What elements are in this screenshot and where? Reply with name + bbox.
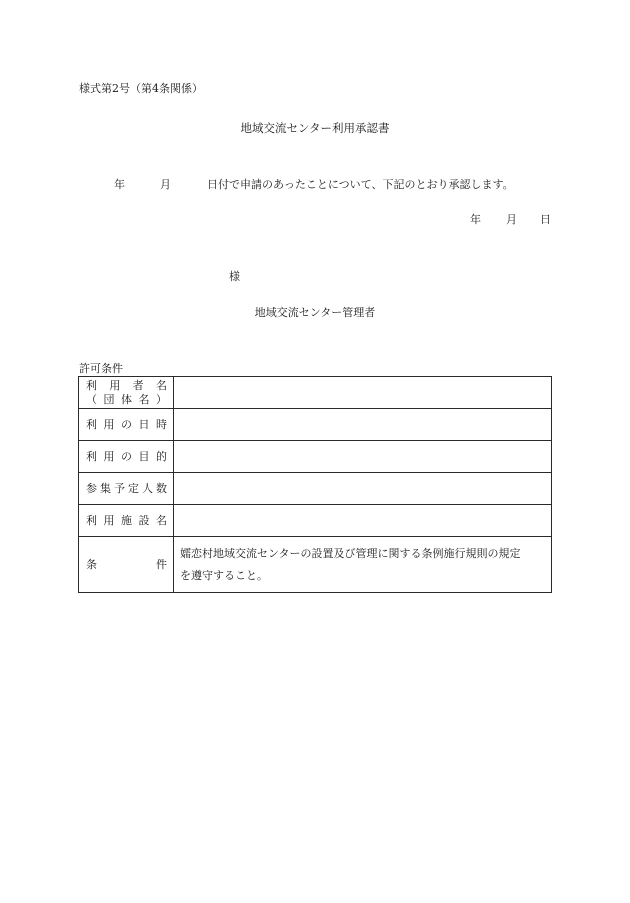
label-char: 用 [103, 513, 115, 527]
label-line [79, 514, 173, 528]
label-char: 的 [156, 449, 167, 463]
lead-sentence: 日付で申請のあったことについて、下記のとおり承認します。 [207, 178, 514, 191]
label-char: の [121, 417, 132, 431]
label-char: 体 [121, 392, 132, 406]
label-char: 用 [109, 378, 121, 392]
row-label [79, 505, 174, 537]
row-label [79, 409, 174, 441]
label-char: （ [86, 392, 97, 406]
label-char: 人 [142, 481, 153, 495]
label-char: ） [156, 392, 167, 406]
date-day-label: 日 [540, 213, 551, 226]
label-char: 予 [114, 481, 125, 495]
label-char: 数 [156, 481, 167, 495]
label-line [79, 393, 173, 407]
conditions-table [78, 376, 552, 593]
label-line [79, 482, 173, 496]
row-label [79, 537, 174, 593]
label-char: 者 [132, 378, 144, 392]
label-char: 定 [128, 481, 139, 495]
label-char: 名 [155, 378, 167, 392]
label-char: 件 [156, 557, 167, 571]
row-label [79, 441, 174, 473]
row-value [174, 537, 552, 593]
label-line [79, 418, 173, 432]
label-line [79, 379, 173, 393]
label-char: 用 [103, 449, 115, 463]
date-month-label: 月 [506, 213, 517, 226]
row-label [79, 377, 174, 409]
label-char: 用 [103, 417, 115, 431]
table-row [79, 537, 552, 593]
table-row [79, 473, 552, 505]
label-char: 日 [138, 417, 150, 431]
form-number: 様式第2号（第4条関係） [79, 82, 203, 95]
label-line [79, 558, 173, 572]
issuer-name: 地域交流センター管理者 [254, 306, 376, 319]
label-char: 利 [86, 513, 97, 527]
lead-year-label: 年 [114, 178, 125, 191]
label-char: 集 [100, 481, 111, 495]
label-char: 利 [86, 417, 97, 431]
label-line [79, 450, 173, 464]
row-value [174, 505, 552, 537]
addressee-suffix: 様 [229, 270, 240, 283]
label-char: 設 [138, 513, 150, 527]
label-char: の [121, 449, 132, 463]
label-char: 利 [86, 378, 97, 392]
row-value [174, 409, 552, 441]
label-char: 条 [86, 557, 97, 571]
row-value [174, 441, 552, 473]
row-value [174, 377, 552, 409]
conditions-heading: 許可条件 [79, 362, 123, 375]
table-row [79, 409, 552, 441]
lead-month-label: 月 [160, 178, 171, 191]
label-char: 名 [138, 392, 150, 406]
label-char: 利 [86, 449, 97, 463]
table-row [79, 505, 552, 537]
value-line: 嬬恋村地域交流センターの設置及び管理に関する条例施行規則の規定 [180, 546, 521, 560]
label-char: 団 [103, 392, 115, 406]
table-row [79, 441, 552, 473]
value-line: を遵守すること。 [180, 568, 268, 582]
label-char: 目 [138, 449, 150, 463]
label-char: 時 [156, 417, 167, 431]
label-char: 参 [86, 481, 97, 495]
date-year-label: 年 [470, 213, 481, 226]
row-value [174, 473, 552, 505]
label-char: 名 [156, 513, 167, 527]
row-label [79, 473, 174, 505]
table-row [79, 377, 552, 409]
label-char: 施 [121, 513, 132, 527]
document-title: 地域交流センター利用承認書 [240, 121, 390, 135]
